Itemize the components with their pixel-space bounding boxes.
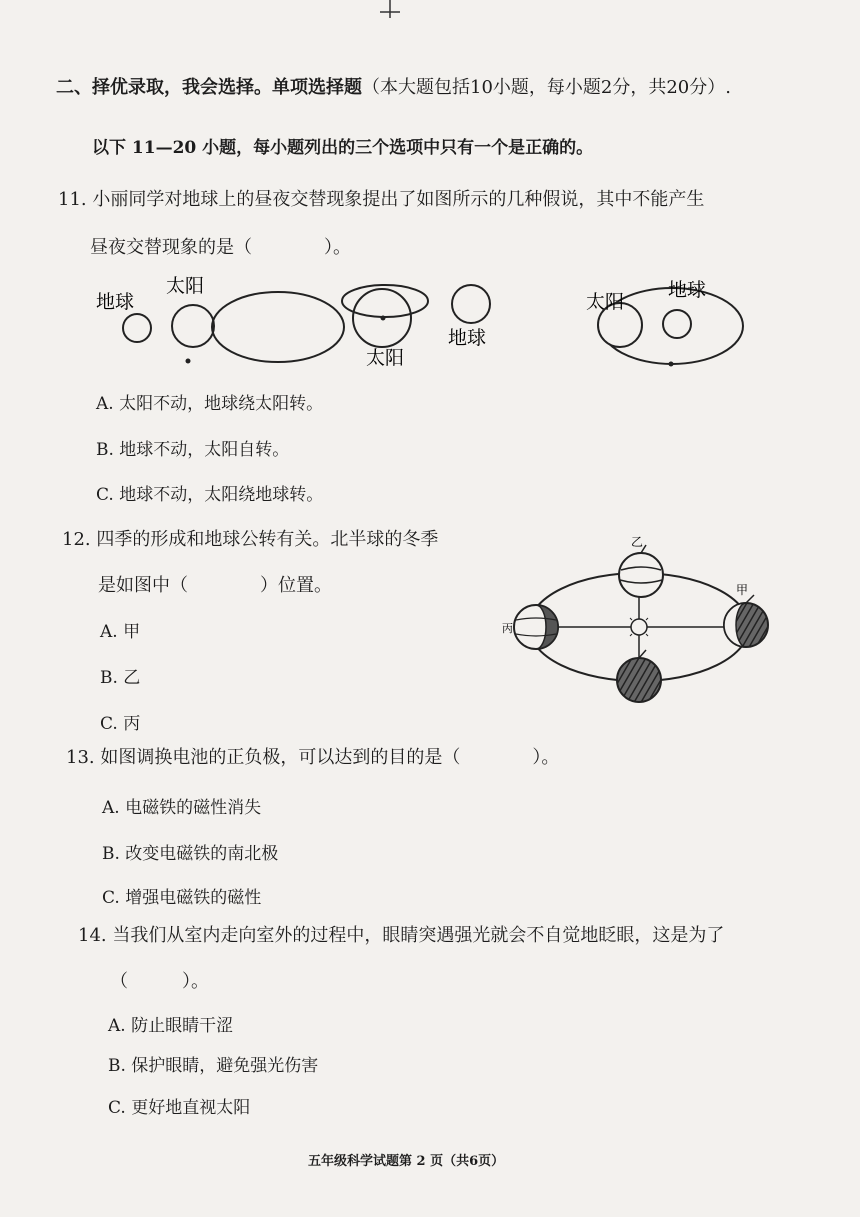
q14-option-a: A. 防止眼睛干涩 bbox=[108, 1016, 234, 1036]
q14-stem-line2: （ ）。 bbox=[110, 971, 209, 992]
section-note: （本大题包括10小题，每小题2分，共20分）. bbox=[362, 77, 731, 98]
sun-circle-1 bbox=[172, 305, 214, 347]
section-title bbox=[56, 76, 731, 100]
earth-circle-2 bbox=[452, 285, 490, 323]
earth-circle-1 bbox=[123, 314, 151, 342]
q12-stem-line2: 是如图中（ ）位置。 bbox=[98, 575, 332, 596]
q13-option-a: A. 电磁铁的磁性消失 bbox=[102, 798, 262, 818]
label-sun-1: 太阳 bbox=[166, 275, 205, 297]
label-jia: 甲 bbox=[736, 583, 749, 597]
q12-option-a: A. 甲 bbox=[100, 622, 141, 642]
label-sun-2: 太阳 bbox=[366, 347, 405, 369]
q13-stem: 13. 如图调换电池的正负极，可以达到的目的是（ ）。 bbox=[66, 747, 560, 768]
label-sun-3: 太阳 bbox=[586, 291, 625, 313]
q11-stem-line2: 昼夜交替现象的是（ ）。 bbox=[90, 237, 351, 258]
label-earth-3: 地球 bbox=[668, 279, 707, 301]
page-footer: 五年级科学试题第 2 页（共6页） bbox=[308, 1154, 505, 1169]
q12-stem-line1: 12. 四季的形成和地球公转有关。北半球的冬季 bbox=[62, 529, 439, 550]
section-instruction: 以下 11—20 小题，每小题列出的三个选项中只有一个是正确的。 bbox=[92, 138, 594, 158]
hypothesis-1-figure bbox=[96, 275, 344, 364]
earth-position-bing bbox=[502, 605, 558, 649]
label-earth-1: 地球 bbox=[96, 291, 135, 313]
q14-option-c: C. 更好地直视太阳 bbox=[108, 1098, 251, 1118]
earth-circle-3 bbox=[663, 310, 691, 338]
registration-mark-icon bbox=[378, 0, 402, 20]
earth-position-jia bbox=[724, 583, 768, 647]
q14-option-b: B. 保护眼睛，避免强光伤害 bbox=[108, 1056, 319, 1076]
q12-option-b: B. 乙 bbox=[100, 668, 141, 688]
q11-option-c: C. 地球不动，太阳绕地球转。 bbox=[96, 485, 324, 505]
q11-option-b: B. 地球不动，太阳自转。 bbox=[96, 440, 290, 460]
earth-position-yi bbox=[619, 535, 663, 597]
q13-option-c: C. 增强电磁铁的磁性 bbox=[102, 888, 262, 908]
label-bing: 丙 bbox=[502, 622, 513, 635]
q14-stem-line1: 14. 当我们从室内走向室外的过程中，眼睛突遇强光就会不自觉地眨眼，这是为了 bbox=[78, 925, 725, 946]
q12-option-c: C. 丙 bbox=[100, 714, 141, 734]
label-earth-2: 地球 bbox=[448, 327, 487, 349]
section-heading: 二、择优录取，我会选择。单项选择题 bbox=[56, 77, 362, 98]
hypothesis-3-figure bbox=[586, 279, 743, 367]
earth-position-bottom bbox=[617, 650, 661, 702]
label-yi: 乙 bbox=[631, 535, 644, 549]
q13-option-b: B. 改变电磁铁的南北极 bbox=[102, 844, 279, 864]
q12-orbit-figure bbox=[496, 532, 786, 712]
q11-option-a: A. 太阳不动，地球绕太阳转。 bbox=[96, 394, 324, 414]
q11-stem-line1: 11. 小丽同学对地球上的昼夜交替现象提出了如图所示的几种假说，其中不能产生 bbox=[58, 189, 705, 210]
hypothesis-2-figure bbox=[342, 285, 490, 369]
q11-hypothesis-figures bbox=[88, 268, 788, 378]
